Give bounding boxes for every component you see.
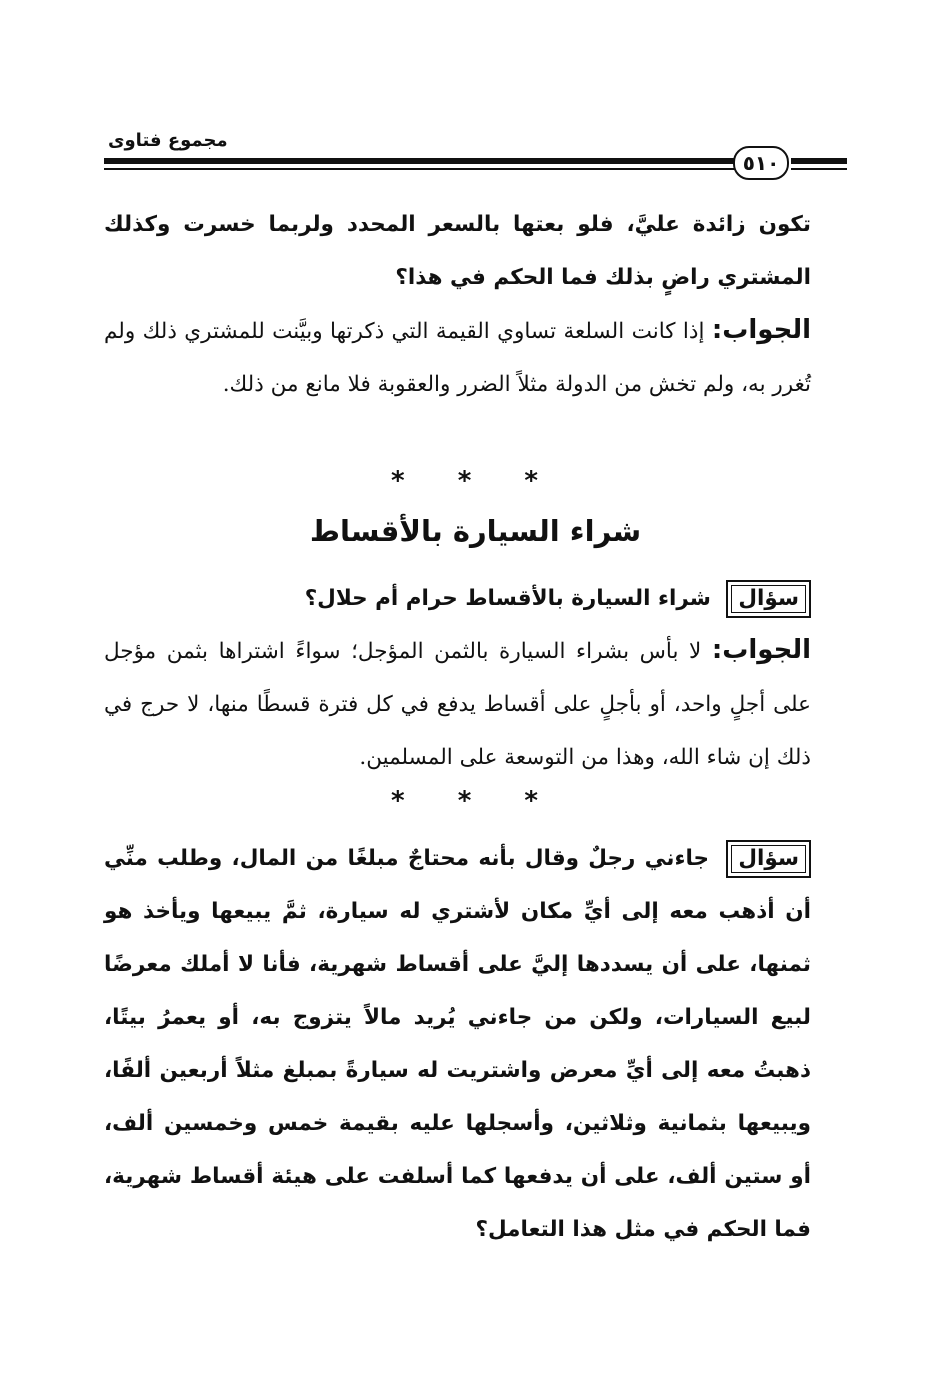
running-head-title: مجموع فتاوى: [108, 130, 228, 151]
header-rule-thin-right: [791, 168, 847, 170]
page-number: ٥١٠: [733, 146, 789, 180]
question-3-label: سؤال: [726, 840, 811, 878]
question-continuation: [104, 198, 811, 304]
answer-1-text: إذا كانت السلعة تساوي القيمة التي ذكرتها وبيَّنت للمشتري ذلك ولم تُغرر به، ولم تخش من الدولة مثلاً الضرر والعقوبة فلا مانع من ذلك.: [104, 319, 811, 397]
question-2: [104, 572, 811, 625]
question-continuation-text: تكون زائدة عليَّ، فلو بعتها بالسعر المحدد ولربما خسرت وكذلك المشتري راضٍ بذلك فما الحكم في هذا؟: [104, 212, 811, 290]
answer-1: [104, 304, 811, 411]
question-2-text: شراء السيارة بالأقساط حرام أم حلال؟: [304, 586, 711, 611]
header-rule-thick-right: [791, 158, 847, 164]
answer-2: [104, 624, 811, 784]
header-rule: [104, 151, 847, 178]
question-3-text: جاءني رجلٌ وقال بأنه محتاجٌ مبلغًا من المال، وطلب منِّي أن أذهب معه إلى أيِّ مكان لأشتري له سيارة، ثمَّ يبيعها ويأخذ هو ثمنها، على أن يسددها إليَّ على أقساط شهرية، فأنا لا أملك معرضًا لبيع السيارات، ولكن من جاءني يُريد مالاً يتزوج به، أو يعمرُ بيتًا، ذهبتُ معه إلى أيِّ معرض واشتريت له سيارةً بمبلغ مثلاً أربعين ألفًا، ويبيعها بثمانية وثلاثين، وأسجلها عليه بقيمة خمس وخمسين ألف، أو ستين ألف، على أن يدفعها كما أسلفت على هيئة أقساط شهرية، فما الحكم في مثل هذا التعامل؟: [104, 846, 811, 1242]
answer-2-label: الجواب:: [711, 635, 811, 665]
question-2-label: سؤال: [726, 580, 811, 618]
question-3: [104, 832, 811, 1256]
section-title: شراء السيارة بالأقساط: [309, 514, 642, 548]
answer-2-text: لا بأس بشراء السيارة بالثمن المؤجل؛ سواءً اشتراها بثمن مؤجل على أجلٍ واحد، أو بأجلٍ على أقساط يدفع في كل فترة قسطًا منها، لا حرج في ذلك إن شاء الله، وهذا من التوسعة على المسلمين.: [104, 639, 811, 770]
page-header: [104, 118, 847, 198]
answer-1-label: الجواب:: [711, 315, 811, 345]
separator-stars-1: * * *: [391, 466, 560, 496]
header-rule-thin: [104, 168, 735, 170]
header-rule-thick: [104, 158, 735, 164]
separator-stars-2: * * *: [391, 786, 560, 816]
